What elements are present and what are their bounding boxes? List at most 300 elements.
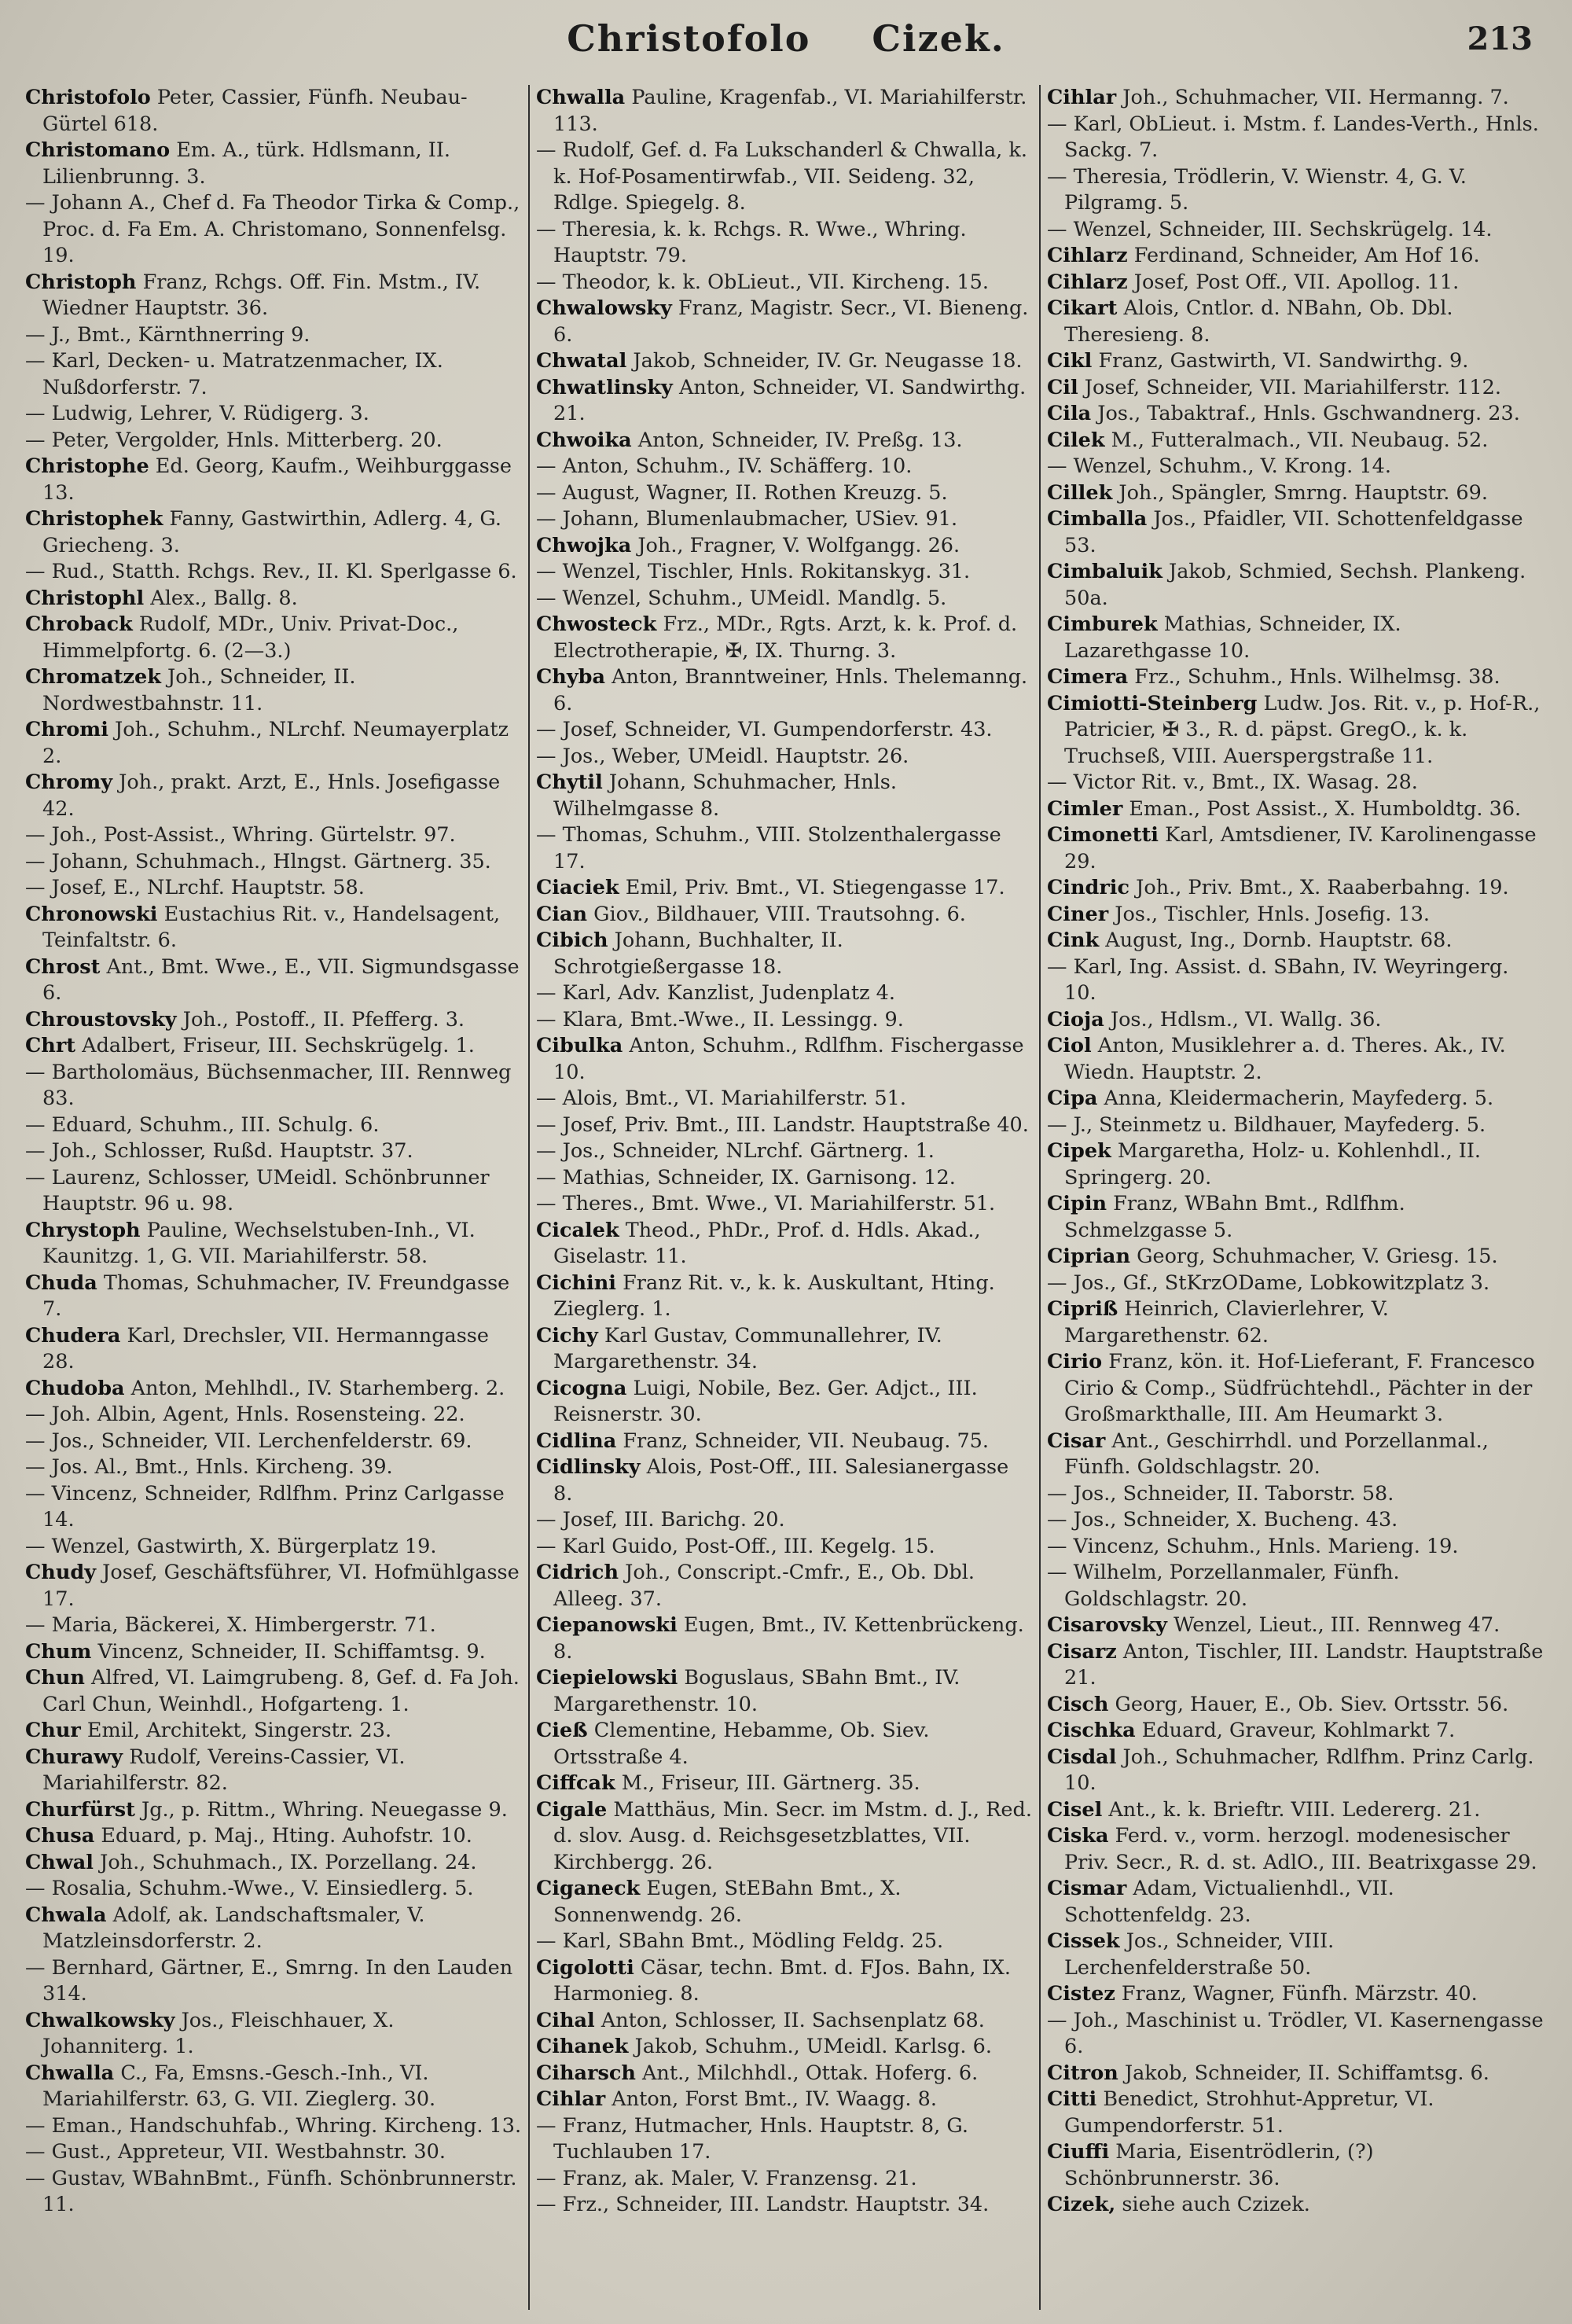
directory-entry [25,875,522,902]
directory-entry [536,2034,1033,2061]
directory-entry [536,375,1033,428]
directory-entry [536,1323,1033,1376]
directory-entry [536,928,1033,980]
directory-entry [1047,1007,1545,1034]
entry-surname: Cibulka [536,1034,623,1057]
directory-entry [1047,112,1545,164]
directory-entry [536,586,1033,612]
entry-surname: Christophl [25,586,145,610]
directory-entry [536,138,1033,217]
directory-entry [536,506,1033,533]
entry-surname: Cicogna [536,1376,627,1400]
entry-details: Jakob, Schneider, II. Schiffamtsg. 6. [1118,2061,1489,2085]
entry-surname: Chwalla [25,2061,115,2085]
entry-details: Josef, Schneider, VII. Mariahilferstr. 112. [1078,375,1501,399]
entry-details: Franz, kön. it. Hof-Lieferant, F. Francesco Cirio & Comp., Südfrüchtehdl., Pächter in der Großmarkthalle, III. Am Heumarkt 3. [1064,1350,1535,1426]
entry-details: Wenzel, Lieut., III. Rennweg 47. [1166,1613,1500,1637]
directory-entry [25,2113,522,2140]
entry-surname: Cihlar [536,2087,606,2111]
entry-surname: Cimera [1047,665,1129,689]
entry-surname: Cipek [1047,1139,1111,1163]
entry-details: — Jos., Schneider, X. Bucheng. 43. [1047,1508,1398,1532]
entry-details: M., Futteralmach., VII. Neubaug. 52. [1104,428,1489,452]
directory-entry [25,559,522,586]
directory-entry [1047,796,1545,823]
entry-surname: Cipa [1047,1087,1098,1110]
entry-details: Eugen, Bmt., IV. Kettenbrückeng. 8. [553,1613,1024,1664]
entry-details: Anton, Musiklehrer a. d. Theres. Ak., IV. Wiedn. Hauptstr. 2. [1064,1034,1506,1084]
directory-entry [1047,1797,1545,1824]
column-2 [530,85,1041,2310]
entry-details: — Thomas, Schuhm., VIII. Stolzenthalergasse 17. [536,823,1001,873]
entry-details: — Josef, E., NLrchf. Hauptstr. 58. [25,876,365,899]
entry-details: Jakob, Schneider, IV. Gr. Neugasse 18. [626,349,1023,373]
entry-details: Joh., Postoff., II. Pfefferg. 3. [176,1007,465,1031]
entry-details: Alfred, VI. Laimgrubeng. 8, Gef. d. Fa Joh. Carl Chun, Weinhdl., Hofgarteng. 1. [42,1666,520,1716]
directory-entry [1047,1086,1545,1112]
directory-entry [536,770,1033,822]
entry-details: — Gust., Appreteur, VII. Westbahnstr. 30. [25,2140,446,2164]
directory-columns [19,85,1553,2310]
directory-entry [536,1138,1033,1165]
entry-details: Jos., Schneider, VIII. Lerchenfelderstraße 50. [1064,1929,1335,1980]
directory-entry [25,270,522,322]
entry-details: Jg., p. Rittm., Whring. Neuegasse 9. [134,1797,508,1822]
directory-entry [536,1454,1033,1507]
entry-details: Theod., PhDr., Prof. d. Hdls. Akad., Giselastr. 11. [553,1218,981,1268]
directory-entry [536,1112,1033,1139]
entry-surname: Chwosteck [536,612,657,636]
entry-details: — Johann A., Chef d. Fa Theodor Tirka & Comp., Proc. d. Fa Em. A. Christomano, Sonnenfelsg. 19. [25,191,520,267]
directory-entry [25,454,522,506]
directory-entry [25,1060,522,1112]
entry-details: — Karl, Decken- u. Matratzenmacher, IX. Nußdorferstr. 7. [25,349,443,399]
directory-entry [536,2166,1033,2193]
entry-details: Karl, Drechsler, VII. Hermanngasse 28. [42,1323,489,1373]
entry-details: — Josef, Priv. Bmt., III. Landstr. Hauptstraße 40. [536,1112,1029,1137]
directory-entry [536,744,1033,770]
entry-details: Alois, Cntlor. d. NBahn, Ob. Dbl. Theresieng. 8. [1064,296,1453,347]
entry-surname: Chum [25,1639,92,1664]
entry-surname: Cikl [1047,349,1093,373]
directory-entry [1047,664,1545,691]
directory-entry [536,1376,1033,1429]
entry-surname: Chrt [25,1034,76,1057]
entry-details: Jos., Tischler, Hnls. Josefig. 13. [1108,902,1431,926]
directory-entry [1047,2008,1545,2061]
entry-surname: Chyba [536,665,606,689]
directory-entry [1047,1112,1545,1139]
directory-entry [1047,954,1545,1007]
directory-entry [1047,1191,1545,1244]
entry-details: — Gustav, WBahnBmt., Fünfh. Schönbrunnerstr. 11. [25,2166,517,2216]
directory-entry [536,2087,1033,2113]
entry-details: — Ludwig, Lehrer, V. Rüdigerg. 3. [25,402,369,425]
entry-details: Anton, Forst Bmt., IV. Waagg. 8. [605,2087,937,2111]
entry-surname: Chromy [25,770,113,794]
entry-details: Ant., Bmt. Wwe., E., VII. Sigmundsgasse 6. [42,954,520,1005]
entry-surname: Chwalkowsky [25,2008,175,2032]
entry-surname: Chwalla [536,86,626,109]
entry-surname: Cizek, [1047,2193,1116,2216]
directory-entry [1047,1138,1545,1191]
directory-entry [536,1876,1033,1929]
directory-entry [536,875,1033,902]
entry-surname: Cila [1047,402,1092,425]
entry-details: Anton, Schuhm., Rdlfhm. Fischergasse 10. [553,1034,1024,1084]
directory-entry [536,2061,1033,2087]
directory-entry [536,2008,1033,2035]
directory-entry [25,1376,522,1403]
entry-details: — Joh. Albin, Agent, Hnls. Rosensteing. 22. [25,1403,465,1426]
entry-details: Emil, Architekt, Singerstr. 23. [80,1719,392,1742]
entry-details: Karl Gustav, Communallehrer, IV. Margarethenstr. 34. [553,1323,942,1373]
directory-entry [536,85,1033,138]
entry-details: — August, Wagner, II. Rothen Kreuzg. 5. [536,480,948,505]
directory-entry [25,1323,522,1376]
entry-details: Jos., Hdlsm., VI. Wallg. 36. [1104,1007,1382,1031]
entry-surname: Ciprian [1047,1245,1130,1268]
entry-surname: Cimbaluik [1047,560,1162,583]
directory-entry [25,1454,522,1481]
directory-entry [25,428,522,454]
entry-details: Adalbert, Friseur, III. Sechskrügelg. 1. [75,1034,475,1057]
entry-details: Adolf, ak. Landschaftsmaler, V. Matzleinsdorferstr. 2. [42,1903,425,1953]
directory-entry [536,664,1033,717]
entry-details: — J., Steinmetz u. Bildhauer, Mayfederg. 5. [1047,1112,1486,1137]
directory-entry [536,1007,1033,1034]
directory-entry [536,559,1033,586]
entry-surname: Chrost [25,954,101,979]
directory-entry [1047,1718,1545,1745]
directory-entry [25,1165,522,1218]
entry-surname: Cikart [1047,296,1118,320]
directory-entry [25,612,522,664]
directory-entry [536,296,1033,348]
directory-entry [25,2166,522,2219]
directory-entry [25,1402,522,1429]
directory-entry [25,822,522,849]
directory-entry [1047,1481,1545,1508]
directory-entry [536,1560,1033,1612]
entry-details: Em. A., türk. Hdlsmann, II. Lilienbrunng. 3. [42,138,451,189]
directory-entry [25,1850,522,1877]
directory-entry [25,1270,522,1323]
directory-entry [1047,1929,1545,1981]
directory-entry [25,1823,522,1850]
directory-entry [536,1086,1033,1112]
directory-entry [25,902,522,954]
entry-details: Vincenz, Schneider, II. Schiffamtsg. 9. [91,1639,486,1664]
entry-surname: Churawy [25,1745,123,1769]
directory-entry [1047,1876,1545,1929]
entry-details: Joh., Schuhmach., IX. Porzellang. 24. [94,1850,477,1874]
directory-entry [25,1903,522,1955]
entry-surname: Cidlina [536,1429,617,1453]
entry-surname: Cisdal [1047,1745,1117,1769]
directory-entry [1047,1823,1545,1876]
directory-entry [25,2061,522,2113]
entry-surname: Cioja [1047,1007,1104,1031]
entry-surname: Ciepanowski [536,1613,678,1637]
entry-details: — Theres., Bmt. Wwe., VI. Mariahilferstr. 51. [536,1192,996,1215]
entry-details: — Victor Rit. v., Bmt., IX. Wasag. 28. [1047,770,1418,794]
entry-details: — Anton, Schuhm., IV. Schäfferg. 10. [536,454,913,478]
directory-entry [1047,1429,1545,1481]
entry-details: — Jos. Al., Bmt., Hnls. Kircheng. 39. [25,1455,393,1479]
directory-entry [25,1112,522,1139]
entry-surname: Cihlarz [1047,244,1128,267]
directory-entry [1047,1296,1545,1349]
entry-details: — Klara, Bmt.-Wwe., II. Lessingg. 9. [536,1007,904,1031]
entry-surname: Cimonetti [1047,823,1159,847]
entry-details: — Theresia, Trödlerin, V. Wienstr. 4, G. V. Pilgramg. 5. [1047,164,1467,215]
directory-entry [536,1033,1033,1086]
entry-details: Heinrich, Clavierlehrer, V. Margarethenstr. 62. [1064,1297,1389,1348]
directory-entry [25,1612,522,1639]
directory-entry [536,1718,1033,1771]
entry-surname: Cindric [1047,876,1130,899]
entry-surname: Cipin [1047,1192,1107,1215]
entry-details: Rudolf, Vereins-Cassier, VI. Mariahilferstr. 82. [42,1745,406,1795]
entry-surname: Cimiotti-Steinberg [1047,691,1258,715]
directory-entry [536,454,1033,480]
directory-entry [1047,1981,1545,2008]
entry-details: — Karl Guido, Post-Off., III. Kegelg. 15. [536,1534,935,1558]
entry-surname: Christoph [25,270,137,294]
entry-details: — Joh., Post-Assist., Whring. Gürtelstr. 97. [25,823,456,847]
directory-entry [25,138,522,190]
entry-details: — Rudolf, Gef. d. Fa Lukschanderl & Chwalla, k. k. Hof-Posamentirwfab., VII. Seideng. 32, Rdlge. Spiegelg. 8. [536,138,1027,215]
entry-details: Franz, WBahn Bmt., Rdlfhm. Schmelzgasse 5. [1064,1192,1405,1242]
entry-surname: Ciol [1047,1034,1092,1057]
entry-details: Franz, Magistr. Secr., VI. Bieneng. 6. [553,296,1029,347]
directory-entry [1047,85,1545,112]
entry-surname: Chun [25,1666,85,1690]
entry-details: Joh., Schneider, II. Nordwestbahnstr. 11. [42,665,356,715]
entry-details: Ant., Milchhdl., Ottak. Hoferg. 6. [635,2061,979,2085]
running-head-left: Christofolo [567,17,811,60]
directory-entry [1047,612,1545,664]
entry-details: — Frz., Schneider, III. Landstr. Hauptstr. 34. [536,2193,990,2216]
entry-surname: Chrystoph [25,1218,141,1242]
entry-surname: Ciner [1047,902,1109,926]
directory-entry [25,1534,522,1561]
entry-surname: Chromi [25,718,108,741]
entry-surname: Cidlinsky [536,1455,641,1479]
entry-details: — Bartholomäus, Büchsenmacher, III. Rennweg 83. [25,1060,512,1110]
directory-entry [1047,1534,1545,1561]
entry-details: Fanny, Gastwirthin, Adlerg. 4, G. Griecheng. 3. [42,507,501,557]
entry-details: Rudolf, MDr., Univ. Privat-Doc., Himmelpfortg. 6. (2—3.) [42,612,459,663]
directory-entry [1047,1745,1545,1797]
entry-details: Anton, Tischler, III. Landstr. Hauptstraße 21. [1064,1639,1544,1690]
entry-details: — Karl, ObLieut. i. Mstm. f. Landes-Verth., Hnls. Sackg. 7. [1047,112,1539,162]
directory-entry [536,902,1033,928]
directory-entry [1047,2061,1545,2087]
entry-details: Ant., Geschirrhdl. und Porzellanmal., Fünfh. Goldschlagstr. 20. [1064,1429,1489,1479]
entry-surname: Cirio [1047,1350,1103,1373]
entry-details: — Jos., Weber, UMeidl. Hauptstr. 26. [536,744,909,768]
entry-surname: Cischka [1047,1719,1136,1742]
directory-entry [1047,270,1545,296]
entry-details: Alex., Ballg. 8. [144,586,298,610]
entry-surname: Chwalowsky [536,296,672,320]
entry-surname: Cibich [536,928,608,952]
directory-entry [25,664,522,717]
directory-entry [25,1218,522,1270]
entry-details: — Jos., Gf., StKrzODame, Lobkowitzplatz 3. [1047,1270,1490,1295]
directory-entry [536,1270,1033,1323]
entry-details: Franz, Rchgs. Off. Fin. Mstm., IV. Wiedner Hauptstr. 36. [42,270,481,320]
entry-surname: Ciganeck [536,1877,641,1900]
entry-surname: Cisarovsky [1047,1613,1167,1637]
entry-details: Anna, Kleidermacherin, Mayfederg. 5. [1097,1087,1494,1110]
entry-details: — Vincenz, Schuhm., Hnls. Marieng. 19. [1047,1534,1459,1558]
entry-surname: Cil [1047,375,1078,399]
entry-details: Ferdinand, Schneider, Am Hof 16. [1127,244,1480,267]
entry-surname: Chwatal [536,349,627,373]
directory-entry [1047,375,1545,402]
directory-entry [25,1797,522,1824]
directory-entry [536,1955,1033,2008]
entry-details: — Wenzel, Schneider, III. Sechskrügelg. 14. [1047,217,1493,241]
directory-entry [1047,2139,1545,2192]
entry-surname: Chytil [536,770,603,794]
entry-surname: Chwal [25,1850,94,1874]
directory-entry [1047,1507,1545,1534]
directory-entry [536,2113,1033,2166]
entry-surname: Cihanek [536,2035,629,2058]
directory-entry [1047,1349,1545,1429]
entry-details: — Mathias, Schneider, IX. Garnisong. 12. [536,1165,956,1190]
entry-surname: Cian [536,902,588,926]
entry-surname: Cieß [536,1719,588,1742]
entry-surname: Chwala [25,1903,107,1927]
directory-entry [1047,1639,1545,1692]
directory-entry [1047,2192,1545,2219]
entry-details: — Wenzel, Schuhm., V. Krong. 14. [1047,454,1391,478]
entry-details: — Jos., Schneider, VII. Lerchenfelderstr. 69. [25,1429,472,1453]
entry-details: Anton, Schneider, IV. Preßg. 13. [631,428,963,452]
entry-surname: Cichy [536,1323,598,1348]
directory-entry [536,980,1033,1007]
entry-surname: Cimler [1047,796,1123,821]
entry-details: Anton, Schlosser, II. Sachsenplatz 68. [594,2008,985,2032]
entry-details: — Rosalia, Schuhm.-Wwe., V. Einsiedlerg. 5. [25,1877,474,1900]
entry-details: Maria, Eisentrödlerin, (?) Schönbrunnerstr. 36. [1064,2140,1374,2190]
entry-surname: Chwoika [536,428,632,452]
directory-entry [536,1612,1033,1665]
entry-details: Joh., Schuhmacher, Rdlfhm. Prinz Carlg. 10. [1064,1745,1534,1795]
directory-entry [25,401,522,428]
entry-details: — Theresia, k. k. Rchgs. R. Wwe., Whring. Hauptstr. 79. [536,217,967,267]
entry-surname: Christomano [25,138,171,162]
column-3 [1041,85,1552,2310]
entry-details: siehe auch Czizek. [1115,2193,1310,2216]
entry-surname: Chur [25,1719,81,1742]
directory-entry [1047,1033,1545,1086]
directory-entry [1047,480,1545,507]
entry-details: — Peter, Vergolder, Hnls. Mitterberg. 20. [25,428,443,452]
directory-entry [25,506,522,559]
entry-details: Eustachius Rit. v., Handelsagent, Teinfaltstr. 6. [42,902,501,952]
entry-surname: Cihal [536,2008,595,2032]
entry-details: Giov., Bildhauer, VIII. Trautsohng. 6. [587,902,966,926]
directory-entry [536,480,1033,507]
entry-surname: Cicalek [536,1218,619,1242]
entry-details: — Eduard, Schuhm., III. Schulg. 6. [25,1112,380,1137]
entry-surname: Ciffcak [536,1771,615,1795]
entry-details: Matthäus, Min. Secr. im Mstm. d. J., Red. d. slov. Ausg. d. Reichsgesetzblattes, VII. Kirchbergg. 26. [553,1797,1032,1874]
entry-details: Joh., Fragner, V. Wolfgangg. 26. [631,533,960,557]
directory-entry [536,612,1033,664]
entry-details: Franz, Schneider, VII. Neubaug. 75. [616,1429,990,1453]
directory-entry [25,1481,522,1534]
entry-details: — Karl, Adv. Kanzlist, Judenplatz 4. [536,981,895,1005]
directory-entry [536,1771,1033,1797]
entry-details: Mathias, Schneider, IX. Lazarethgasse 10. [1064,612,1401,663]
directory-entry [536,348,1033,375]
entry-details: Anton, Mehlhdl., IV. Starhemberg. 2. [124,1376,505,1400]
entry-surname: Cihlar [1047,86,1117,109]
directory-entry [1047,559,1545,612]
directory-entry [25,85,522,138]
entry-details: — Eman., Handschuhfab., Whring. Kircheng. 13. [25,2113,522,2138]
entry-details: — Wilhelm, Porzellanmaler, Fünfh. Goldschlagstr. 20. [1047,1561,1400,1611]
entry-surname: Citti [1047,2087,1097,2111]
directory-entry [1047,770,1545,796]
entry-details: Joh., Spängler, Smrng. Hauptstr. 69. [1112,480,1488,505]
directory-entry [536,822,1033,875]
entry-details: Franz, Wagner, Fünfh. Märzstr. 40. [1115,1982,1478,2006]
entry-details: Luigi, Nobile, Bez. Ger. Adjct., III. Reisnerstr. 30. [553,1376,978,1426]
entry-details: Clementine, Hebamme, Ob. Siev. Ortsstraße 4. [553,1719,930,1769]
entry-surname: Cisch [1047,1692,1109,1716]
directory-entry [25,190,522,270]
entry-details: Joh., Schuhmacher, VII. Hermanng. 7. [1116,86,1509,109]
directory-entry [1047,691,1545,770]
entry-details: Anton, Branntweiner, Hnls. Thelemanng. 6. [553,665,1028,715]
directory-entry [1047,1244,1545,1270]
entry-surname: Christofolo [25,86,151,109]
entry-surname: Citron [1047,2061,1118,2085]
entry-details: Joh., Priv. Bmt., X. Raaberbahng. 19. [1129,876,1509,899]
entry-details: Eduard, p. Maj., Hting. Auhofstr. 10. [94,1824,472,1848]
entry-surname: Cisar [1047,1429,1106,1453]
directory-entry [536,270,1033,296]
entry-details: Emil, Priv. Bmt., VI. Stiegengasse 17. [619,876,1005,899]
entry-surname: Ciepielowski [536,1666,678,1690]
entry-surname: Chusa [25,1824,95,1848]
directory-entry [25,849,522,876]
directory-entry [536,217,1033,270]
directory-entry [25,1429,522,1455]
directory-entry [25,2139,522,2166]
entry-surname: Christophek [25,507,163,531]
directory-entry [536,1507,1033,1534]
directory-entry [536,1191,1033,1218]
directory-entry [25,1007,522,1034]
entry-details: — Bernhard, Gärtner, E., Smrng. In den Lauden 314. [25,1955,513,2006]
entry-details: Ludw. Jos. Rit. v., p. Hof-R., Patricier, ✠ 3., R. d. päpst. GregO., k. k. Truchseß, VIII. Auerspergstraße 11. [1064,691,1541,768]
entry-details: Adam, Victualienhdl., VII. Schottenfeldg. 23. [1064,1877,1394,1927]
entry-surname: Chroustovsky [25,1007,177,1031]
entry-details: — Wenzel, Schuhm., UMeidl. Mandlg. 5. [536,586,947,610]
entry-surname: Chwatlinsky [536,375,673,399]
directory-entry [1047,1270,1545,1297]
entry-details: — Theodor, k. k. ObLieut., VII. Kircheng. 15. [536,270,989,294]
